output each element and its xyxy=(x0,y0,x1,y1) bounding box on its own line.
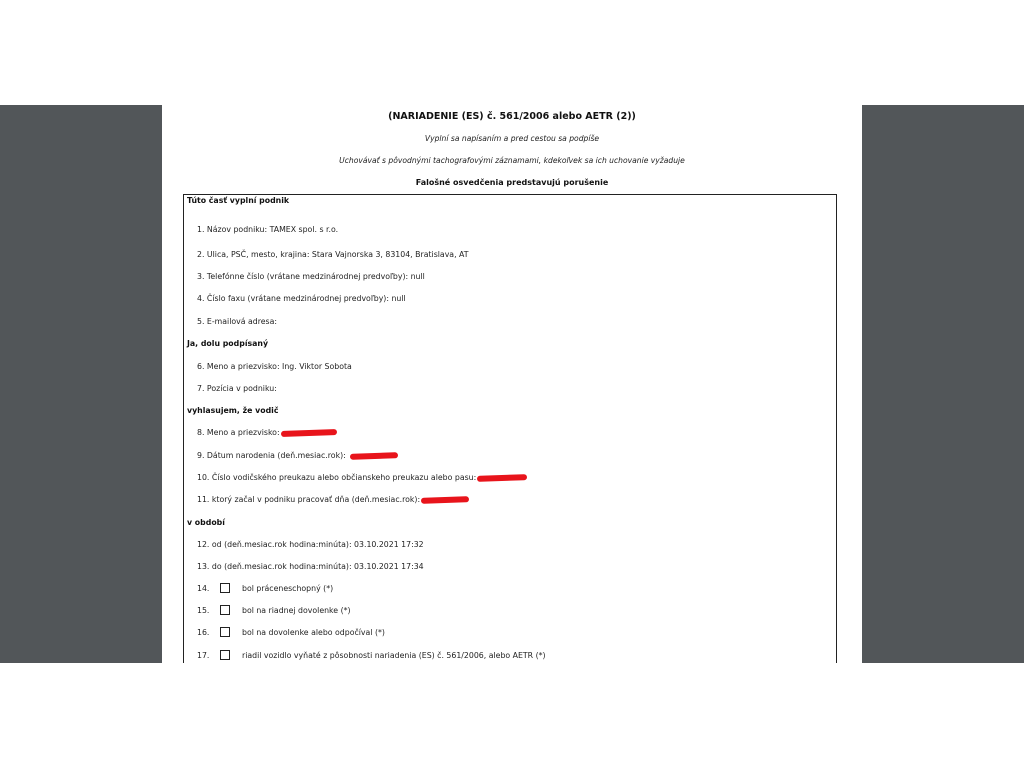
checkbox-label: bol na dovolenke alebo odpočíval (*) xyxy=(242,628,385,637)
field-address: 2. Ulica, PSČ, mesto, krajina: Stara Vajnorska 3, 83104, Bratislava, AT xyxy=(197,250,469,259)
field-company-name: 1. Názov podniku: TAMEX spol. s r.o. xyxy=(197,225,339,234)
note-sign: Vyplní sa napísaním a pred cestou sa podpíše xyxy=(424,134,600,143)
field-period-from: 12. od (deň.mesiac.rok hodina:minúta): 03.10.2021 17:32 xyxy=(197,540,424,549)
field-position: 7. Pozícia v podniku: xyxy=(197,384,277,393)
field-fax: 4. Číslo faxu (vrátane medzinárodnej predvoľby): null xyxy=(197,294,406,303)
field-email: 5. E-mailová adresa: xyxy=(197,317,278,326)
pdf-viewer[interactable] xyxy=(0,105,1024,663)
annual-leave-checkbox[interactable] xyxy=(220,605,230,615)
declaration-form xyxy=(183,194,837,663)
field-birth-date: 9. Dátum narodenia (deň.mesiac.rok): xyxy=(197,451,346,460)
field-signer-name: 6. Meno a priezvisko: Ing. Viktor Sobota xyxy=(197,362,352,371)
checkbox-number: 15. xyxy=(197,606,210,615)
section-driver: vyhlasujem, že vodič xyxy=(187,406,279,415)
field-start-date: 11. ktorý začal v podniku pracovať dňa (deň.mesiac.rok): xyxy=(197,495,421,504)
redaction-mark xyxy=(350,452,398,460)
leave-or-rest-checkbox[interactable] xyxy=(220,627,230,637)
checkbox-number: 16. xyxy=(197,628,210,637)
section-period: v období xyxy=(187,518,225,527)
redaction-mark xyxy=(280,429,336,437)
document-page xyxy=(162,105,862,663)
field-phone: 3. Telefónne číslo (vrátane medzinárodnej predvoľby): null xyxy=(197,272,425,281)
checkbox-label: bol práceneschopný (*) xyxy=(242,584,334,593)
redaction-mark xyxy=(421,496,469,504)
checkbox-label: bol na riadnej dovolenke (*) xyxy=(242,606,351,615)
checkbox-label: riadil vozidlo vyňaté z pôsobnosti nariadenia (ES) č. 561/2006, alebo AETR (*) xyxy=(242,651,546,660)
note-keep: Uchovávať s pôvodnými tachografovými záznamami, kdekoľvek sa ich uchovanie vyžaduje xyxy=(339,156,685,165)
exempt-vehicle-checkbox[interactable] xyxy=(220,650,230,660)
section-signer: Ja, dolu podpísaný xyxy=(187,339,269,348)
field-period-to: 13. do (deň.mesiac.rok hodina:minúta): 03.10.2021 17:34 xyxy=(197,562,424,571)
sick-leave-checkbox[interactable] xyxy=(220,583,230,593)
section-company: Túto časť vyplní podnik xyxy=(187,196,290,205)
field-start-date-row xyxy=(197,495,469,504)
field-license-row xyxy=(197,473,527,482)
field-birth-date-row xyxy=(197,451,398,460)
checkbox-number: 14. xyxy=(197,584,210,593)
field-driver-name-row xyxy=(197,428,337,437)
redaction-mark xyxy=(477,474,527,482)
warning-text: Falošné osvedčenia predstavujú porušenie xyxy=(415,178,609,187)
document-title: (NARIADENIE (ES) č. 561/2006 alebo AETR (2)) xyxy=(388,111,636,122)
field-driver-name: 8. Meno a priezvisko: xyxy=(197,428,280,437)
checkbox-number: 17. xyxy=(197,651,210,660)
field-license: 10. Číslo vodičského preukazu alebo občianskeho preukazu alebo pasu: xyxy=(197,473,477,482)
